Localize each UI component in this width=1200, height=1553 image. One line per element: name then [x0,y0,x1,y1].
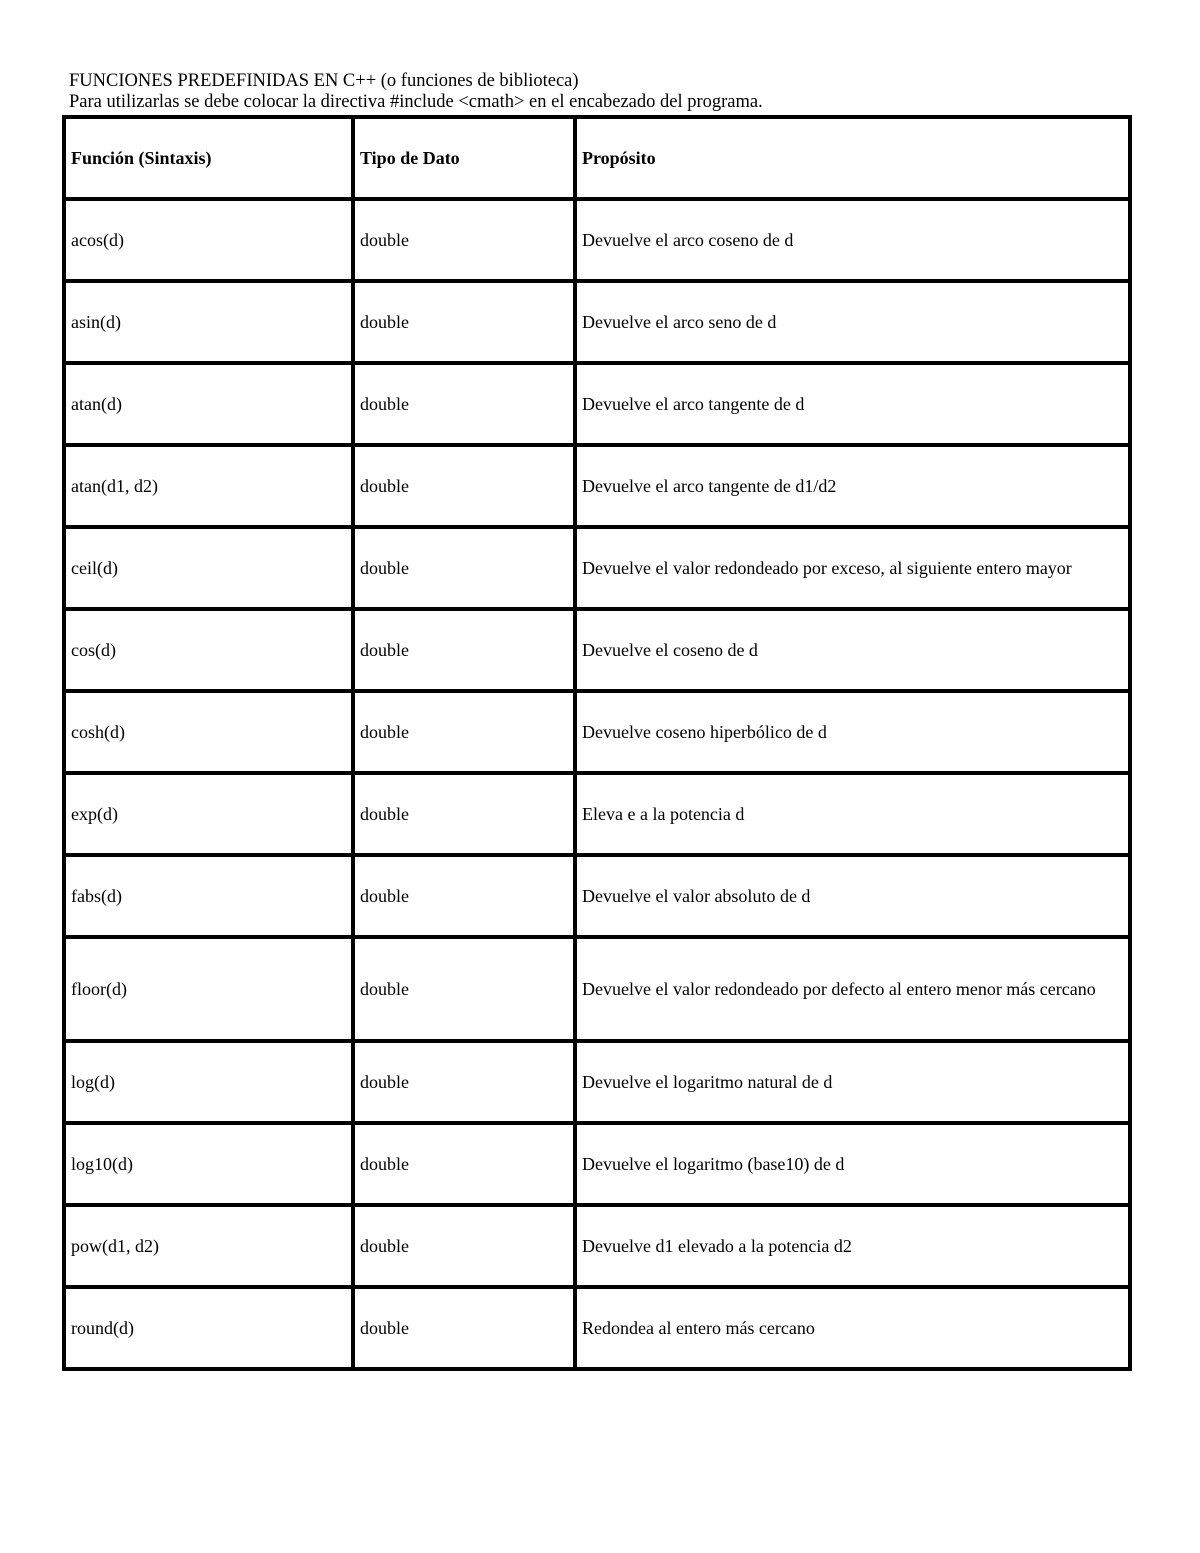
cell-purpose: Devuelve el coseno de d [575,609,1130,691]
cell-function: cosh(d) [64,691,353,773]
cell-purpose: Devuelve el valor redondeado por defecto al entero menor más cercano [575,937,1130,1041]
cell-purpose: Devuelve el arco coseno de d [575,199,1130,281]
table-row [64,1041,1130,1123]
cell-purpose: Devuelve el logaritmo (base10) de d [575,1123,1130,1205]
table-row [64,445,1130,527]
document-title: FUNCIONES PREDEFINIDAS EN C++ (o funciones de biblioteca) [69,71,579,91]
table-row [64,773,1130,855]
table-row [64,199,1130,281]
cell-purpose: Eleva e a la potencia d [575,773,1130,855]
cell-data-type: double [353,855,575,937]
cell-data-type: double [353,199,575,281]
cell-data-type: double [353,281,575,363]
cell-function: floor(d) [64,937,353,1041]
document-heading [69,71,1129,113]
cell-purpose: Devuelve el logaritmo natural de d [575,1041,1130,1123]
cell-data-type: double [353,1123,575,1205]
cell-purpose: Devuelve el valor absoluto de d [575,855,1130,937]
table-row [64,609,1130,691]
cell-purpose: Devuelve el arco tangente de d [575,363,1130,445]
cell-data-type: double [353,937,575,1041]
functions-table [62,115,1132,1371]
cell-function: exp(d) [64,773,353,855]
cell-function: asin(d) [64,281,353,363]
cell-data-type: double [353,1287,575,1369]
table-row [64,1287,1130,1369]
cell-data-type: double [353,527,575,609]
cell-function: cos(d) [64,609,353,691]
cell-function: round(d) [64,1287,353,1369]
header-function: Función (Sintaxis) [64,117,353,199]
cell-function: atan(d1, d2) [64,445,353,527]
header-data-type: Tipo de Dato [353,117,575,199]
document-subtitle: Para utilizarlas se debe colocar la directiva #include <cmath> en el encabezado del programa. [69,92,763,112]
cell-purpose: Devuelve el arco tangente de d1/d2 [575,445,1130,527]
cell-function: fabs(d) [64,855,353,937]
cell-purpose: Devuelve d1 elevado a la potencia d2 [575,1205,1130,1287]
cell-purpose: Redondea al entero más cercano [575,1287,1130,1369]
header-purpose: Propósito [575,117,1130,199]
cell-data-type: double [353,363,575,445]
cell-purpose: Devuelve el arco seno de d [575,281,1130,363]
cell-function: log10(d) [64,1123,353,1205]
table-row [64,1205,1130,1287]
table-row [64,855,1130,937]
cell-data-type: double [353,773,575,855]
cell-function: log(d) [64,1041,353,1123]
cell-data-type: double [353,609,575,691]
cell-data-type: double [353,691,575,773]
table-row [64,363,1130,445]
table-row [64,281,1130,363]
cell-data-type: double [353,445,575,527]
table-header-row [64,117,1130,199]
cell-function: acos(d) [64,199,353,281]
cell-function: atan(d) [64,363,353,445]
table-row [64,1123,1130,1205]
cell-data-type: double [353,1041,575,1123]
table-row [64,937,1130,1041]
table-row [64,691,1130,773]
table-row [64,527,1130,609]
cell-data-type: double [353,1205,575,1287]
cell-function: ceil(d) [64,527,353,609]
cell-purpose: Devuelve el valor redondeado por exceso, al siguiente entero mayor [575,527,1130,609]
cell-function: pow(d1, d2) [64,1205,353,1287]
cell-purpose: Devuelve coseno hiperbólico de d [575,691,1130,773]
